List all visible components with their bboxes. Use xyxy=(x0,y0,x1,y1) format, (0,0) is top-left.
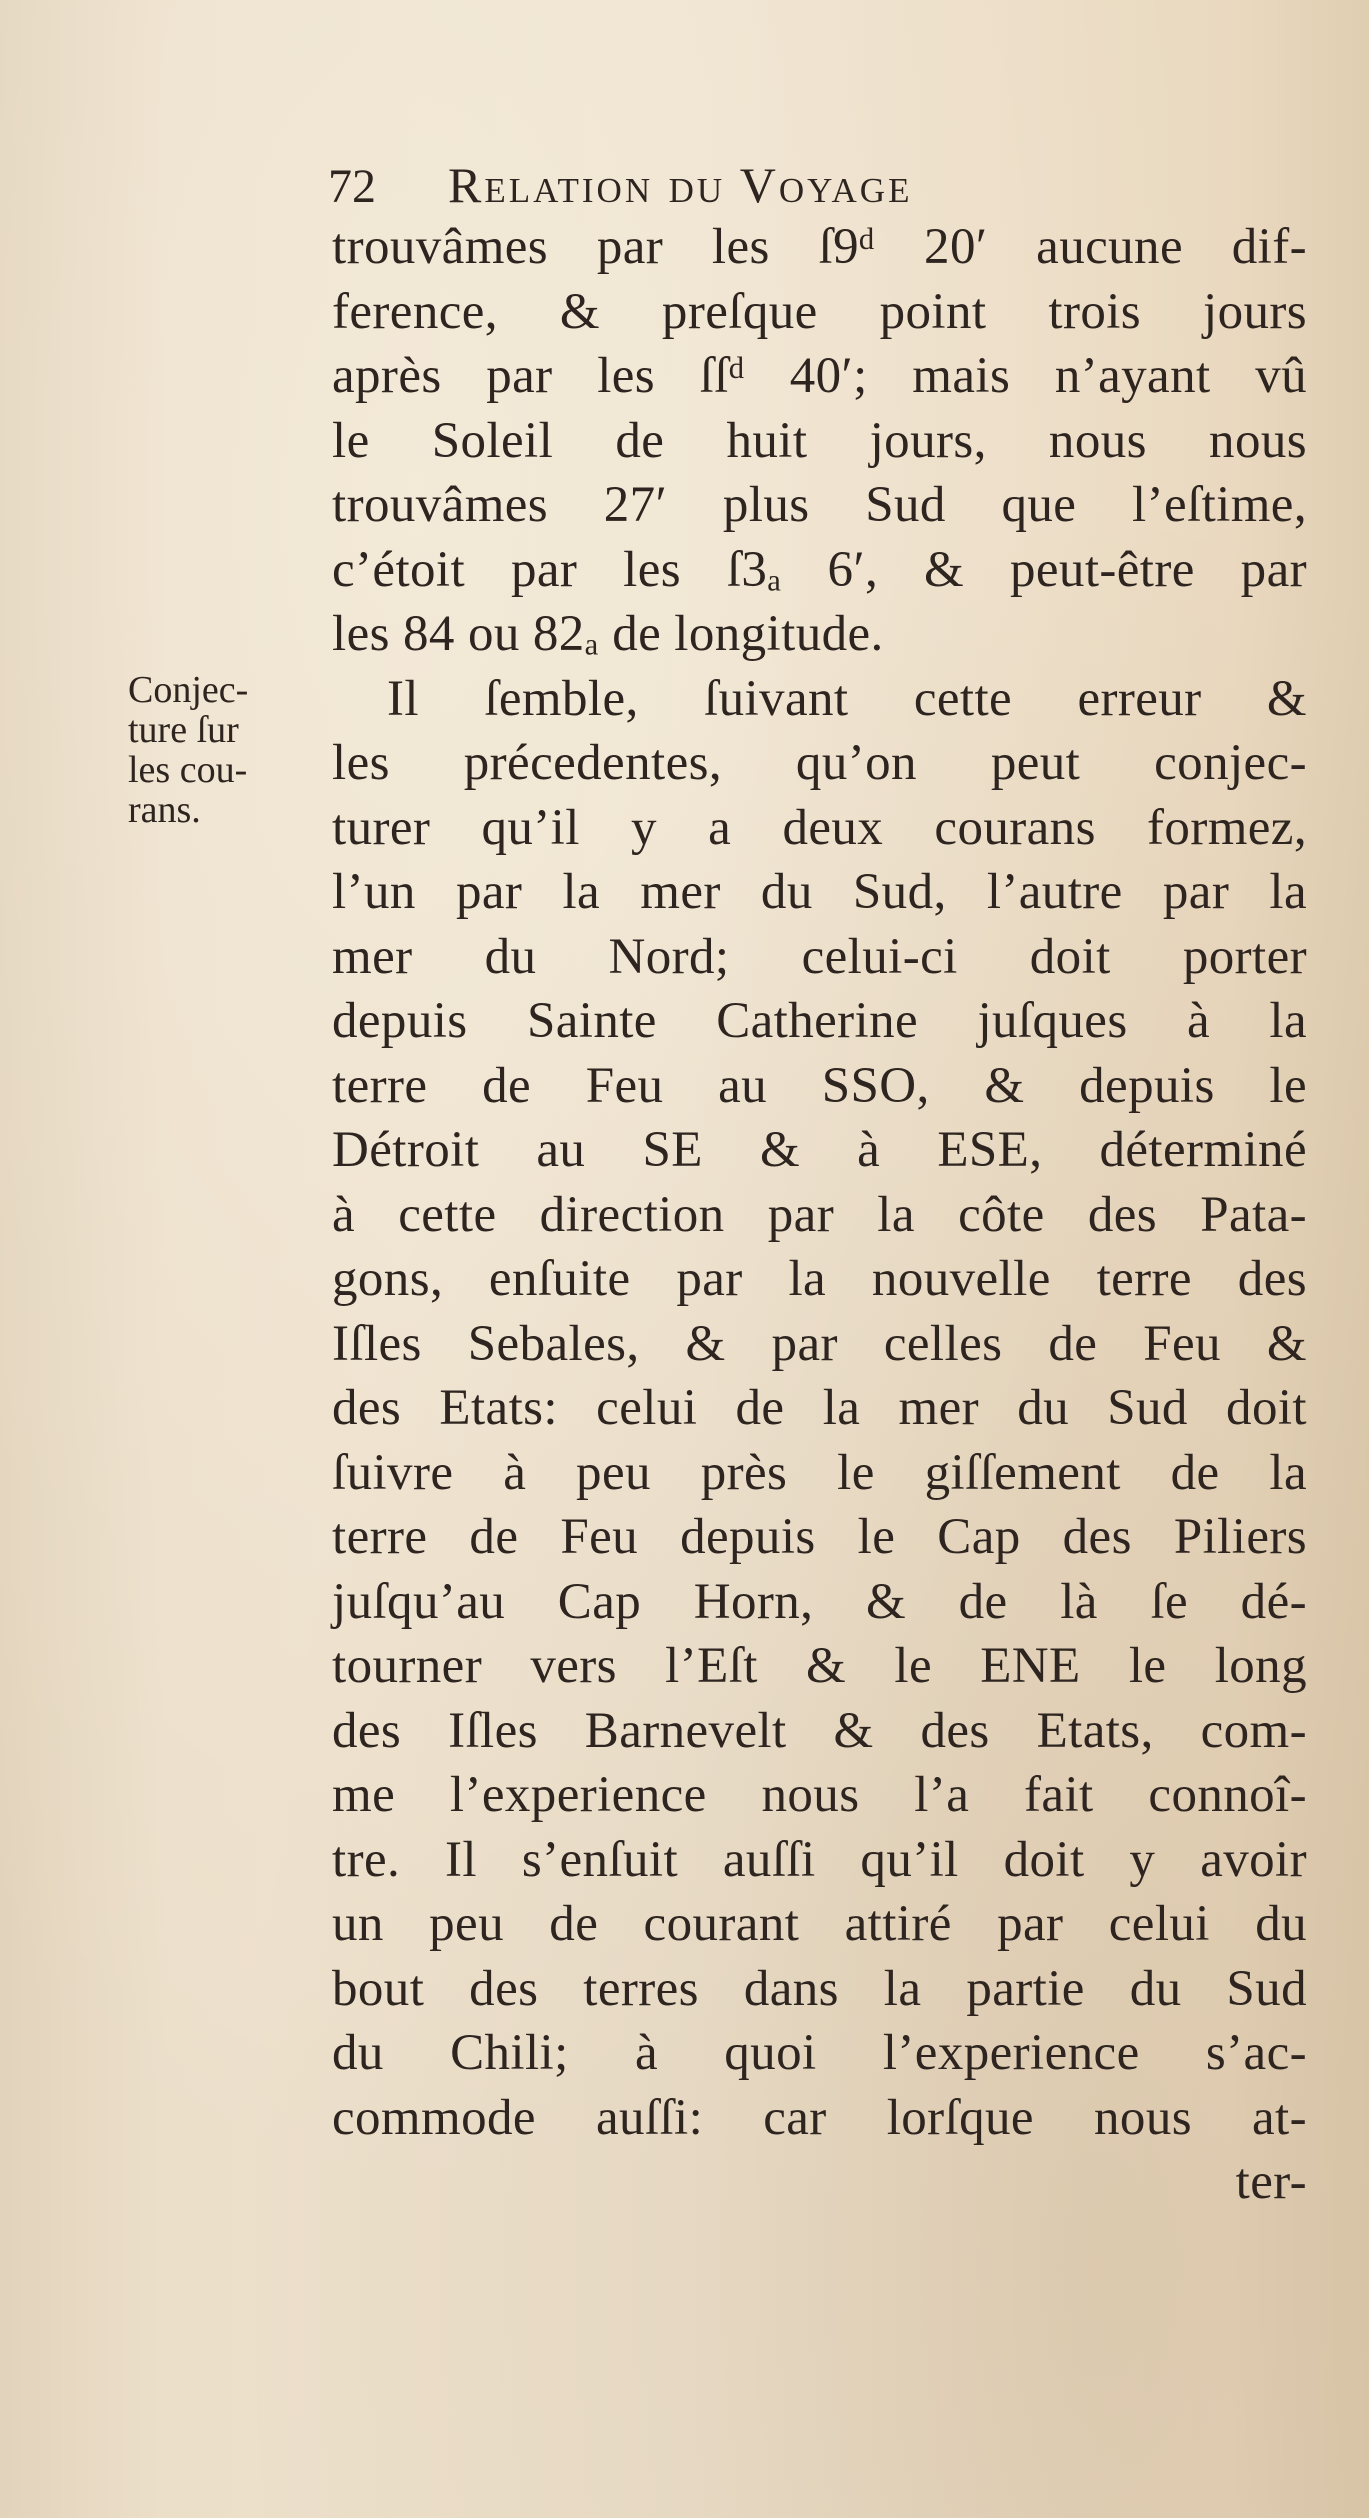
body-line: trouvâmes 27′ plus Sud que l’eſtime, xyxy=(332,477,1307,533)
body-line: terre de Feu au SSO, & depuis le xyxy=(332,1057,1307,1114)
body-line: terre de Feu depuis le Cap des Piliers xyxy=(332,1509,1307,1565)
page-number: 72 xyxy=(328,160,376,213)
margin-note-line: rans. xyxy=(128,789,201,831)
body-line: commode auſſi: car lorſque nous at- xyxy=(332,2089,1307,2146)
body-line: ſuivre à peu près le giſſement de la xyxy=(332,1444,1307,1501)
body-line: les 84 ou 82ₐ de longitude. xyxy=(332,606,884,662)
margin-note-line: ture ſur xyxy=(128,709,239,751)
body-line: depuis Sainte Catherine juſques à la xyxy=(332,993,1307,1049)
running-title: Relation du Voyage xyxy=(448,157,913,213)
body-line: à cette direction par la côte des Pata- xyxy=(332,1186,1307,1243)
margin-note-line: Conjec- xyxy=(128,669,249,711)
body-line: après par les ſſᵈ 40′; mais n’ayant vû xyxy=(332,348,1307,404)
body-line: Iſles Sebales, & par celles de Feu & xyxy=(332,1315,1307,1372)
body-line: mer du Nord; celui-ci doit porter xyxy=(332,928,1307,985)
margin-note xyxy=(128,670,308,830)
body-line: ter- xyxy=(1235,2154,1307,2210)
margin-note-line: les cou- xyxy=(128,749,248,791)
body-line: les précedentes, qu’on peut conjec- xyxy=(332,735,1307,791)
body-line: l’un par la mer du Sud, l’autre par la xyxy=(332,864,1307,920)
body-line: gons, enſuite par la nouvelle terre des xyxy=(332,1251,1307,1307)
body-line: ference, & preſque point trois jours xyxy=(332,283,1307,340)
body-line: trouvâmes par les ſ9ᵈ 20′ aucune dif- xyxy=(332,219,1307,275)
body-line: bout des terres dans la partie du Sud xyxy=(332,1960,1307,2017)
body-line: Il ſemble, ſuivant cette erreur & xyxy=(387,670,1307,727)
body-line: des Etats: celui de la mer du Sud doit xyxy=(332,1380,1307,1436)
body-line: du Chili; à quoi l’experience s’ac- xyxy=(332,2025,1307,2081)
body-text xyxy=(332,215,1307,2215)
body-line: un peu de courant attiré par celui du xyxy=(332,1896,1307,1952)
body-line: Détroit au SE & à ESE, déterminé xyxy=(332,1122,1307,1178)
body-line: juſqu’au Cap Horn, & de là ſe dé- xyxy=(332,1573,1307,1630)
body-line: me l’experience nous l’a fait connoî- xyxy=(332,1767,1307,1823)
body-line: le Soleil de huit jours, nous nous xyxy=(332,412,1307,469)
page-header xyxy=(328,150,1308,220)
body-line: turer qu’il y a deux courans formez, xyxy=(332,799,1307,856)
body-line: c’étoit par les ſ3ₐ 6′, & peut-être par xyxy=(332,541,1307,598)
body-line: des Iſles Barnevelt & des Etats, com- xyxy=(332,1702,1307,1759)
body-line: tourner vers l’Eſt & le ENE le long xyxy=(332,1638,1307,1694)
body-line: tre. Il s’enſuit auſſi qu’il doit y avoir xyxy=(332,1831,1307,1888)
